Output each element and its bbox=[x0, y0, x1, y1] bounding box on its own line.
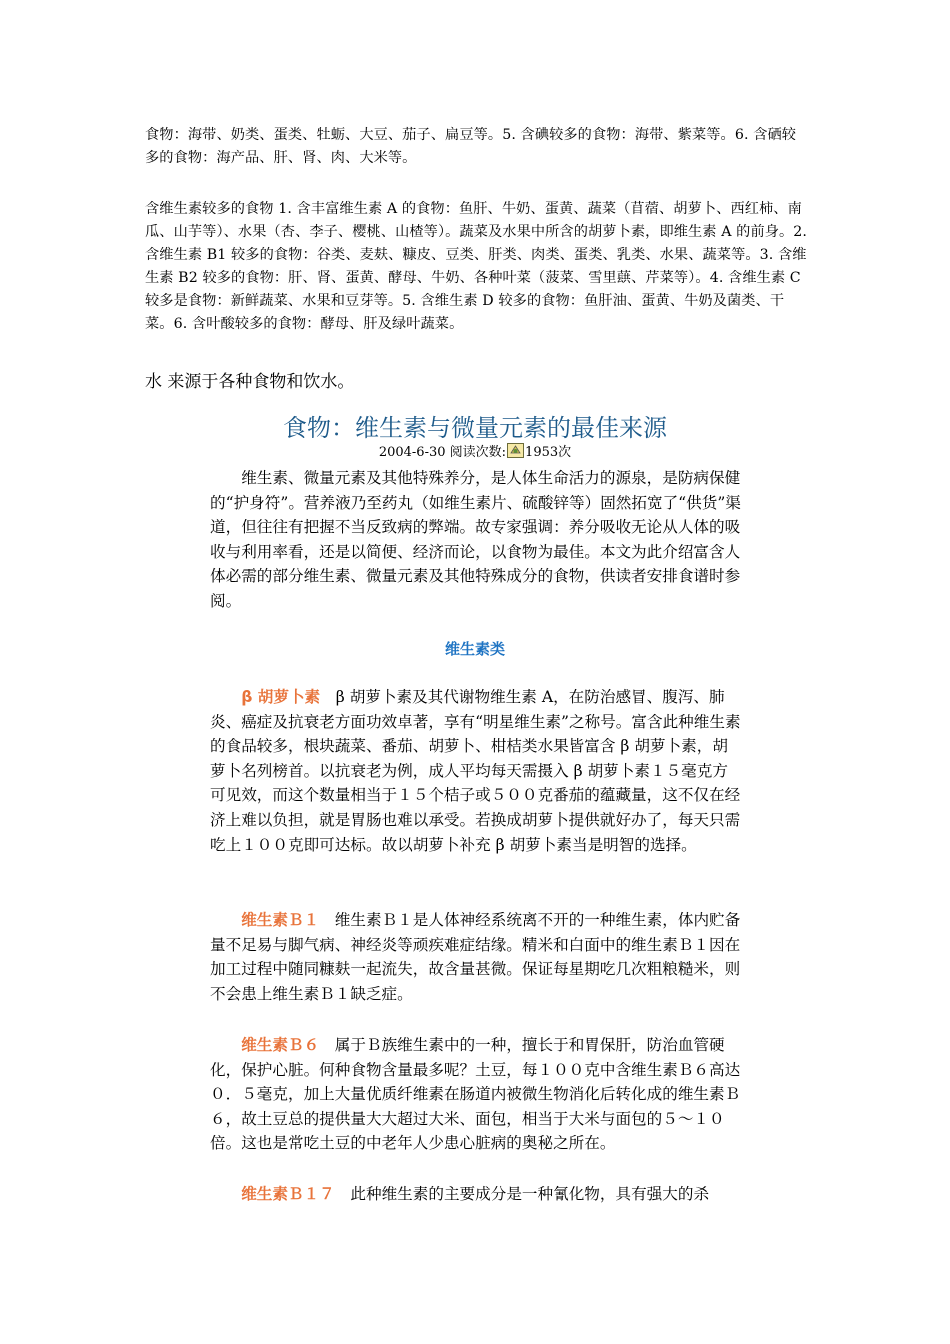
item-title: 维生素Ｂ１ bbox=[241, 911, 320, 929]
vitamin-foods-paragraph: 含维生素较多的食物 1. 含丰富维生素 A 的食物：鱼肝、牛奶、蛋黄、蔬菜（苜蓿、胡萝卜、西红柿、南瓜、山芋等）、水果（杏、李子、樱桃、山楂等）。蔬菜及水果中所含的胡萝卜素，即维生素 A 的前身。2. 含维生素 B1 较多的食物：谷类、麦麸、糠皮、豆类、肝类、肉类、蛋类、乳类、水果、蔬菜等。3. 含维生素 B2 较多的食物：肝、肾、蛋黄、酵母、牛奶、各种叶菜（菠菜、雪里蕻、芹菜等）。4. 含维生素 C 较多是食物：新鲜蔬菜、水果和豆芽等。5. 含维生素 D 较多的食物：鱼肝油、蛋黄、牛奶及菌类、干菜。6. 含叶酸较多的食物：酵母、肝及绿叶蔬菜。 bbox=[145, 201, 808, 332]
item-title: 维生素Ｂ６ bbox=[241, 1036, 320, 1054]
item-vitamin-b6 bbox=[210, 1033, 743, 1156]
article-title: 食物：维生素与微量元素的最佳来源 bbox=[283, 414, 667, 442]
item-title: β 胡萝卜素 bbox=[241, 688, 321, 706]
item-text: 维生素Ｂ１是人体神经系统离不开的一种维生素，体内贮备量不足易与脚气病、神经炎等顽疾难症结缘。精米和白面中的维生素Ｂ１因在加工过程中随同糠麸一起流失，故含量甚微。保证每星期吃几次粗粮糙米，则不会患上维生素Ｂ１缺乏症。 bbox=[210, 911, 741, 1003]
item-title: 维生素Ｂ１７ bbox=[241, 1185, 335, 1203]
read-count-label: 阅读次数: bbox=[449, 445, 507, 460]
water-line: 水 来源于各种食物和饮水。 bbox=[145, 372, 355, 392]
item-vitamin-b1 bbox=[210, 908, 743, 1006]
item-text: 此种维生素的主要成分是一种氰化物，具有强大的杀 bbox=[350, 1185, 710, 1203]
item-text: β 胡萝卜素及其代谢物维生素 A，在防治感冒、腹泻、肺炎、癌症及抗衰老方面功效卓著，享有“明星维生素”之称号。富含此种维生素的食品较多，根块蔬菜、番茄、胡萝卜、柑桔类水果皆富含 β 胡萝卜素，胡萝卜名列榜首。以抗衰老为例，成人平均每天需摄入 β 胡萝卜素１５毫克方可见效，而这个数量相当于１５个桔子或５００克番茄的蕴藏量，这不仅在经济上难以负担，就是胃肠也难以承受。若换成胡萝卜提供就好办了，每天只需吃上１００克即可达标。故以胡萝卜补充 β 胡萝卜素当是明智的选择。 bbox=[210, 688, 741, 854]
minerals-paragraph: 食物：海带、奶类、蛋类、牡蛎、大豆、茄子、扁豆等。5. 含碘较多的食物：海带、紫菜等。6. 含硒较多的食物：海产品、肝、肾、肉、大米等。 bbox=[145, 127, 797, 166]
item-vitamin-b17 bbox=[210, 1182, 743, 1207]
article-date: 2004-6-30 bbox=[378, 445, 446, 460]
counter-icon bbox=[507, 443, 524, 458]
section-title: 维生素类 bbox=[444, 640, 505, 658]
item-beta-carotene bbox=[210, 685, 743, 857]
article-meta bbox=[0, 443, 950, 462]
item-text: 属于Ｂ族维生素中的一种，擅长于和胃保肝，防治血管硬化，保护心脏。何种食物含量最多呢？土豆，每１００克中含维生素Ｂ６高达０．５毫克，加上大量优质纤维素在肠道内被微生物消化后转化成的维生素Ｂ６，故土豆总的提供量大大超过大米、面包，相当于大米与面包的５～１０倍。这也是常吃土豆的中老年人少患心脏病的奥秘之所在。 bbox=[210, 1036, 741, 1153]
read-count-value: 1953 bbox=[525, 445, 559, 460]
read-count-unit: 次 bbox=[558, 445, 572, 460]
intro-paragraph: 维生素、微量元素及其他特殊养分，是人体生命活力的源泉，是防病保健的“护身符”。营养液乃至药丸（如维生素片、硫酸锌等）固然拓宽了“供货”渠道，但往往有把握不当反致病的弊端。故专家强调：养分吸收无论从人体的吸收与利用率看，还是以简便、经济而论，以食物为最佳。本文为此介绍富含人体必需的部分维生素、微量元素及其他特殊成分的食物，供读者安排食谱时参阅。 bbox=[210, 469, 741, 610]
article-intro bbox=[210, 466, 743, 614]
